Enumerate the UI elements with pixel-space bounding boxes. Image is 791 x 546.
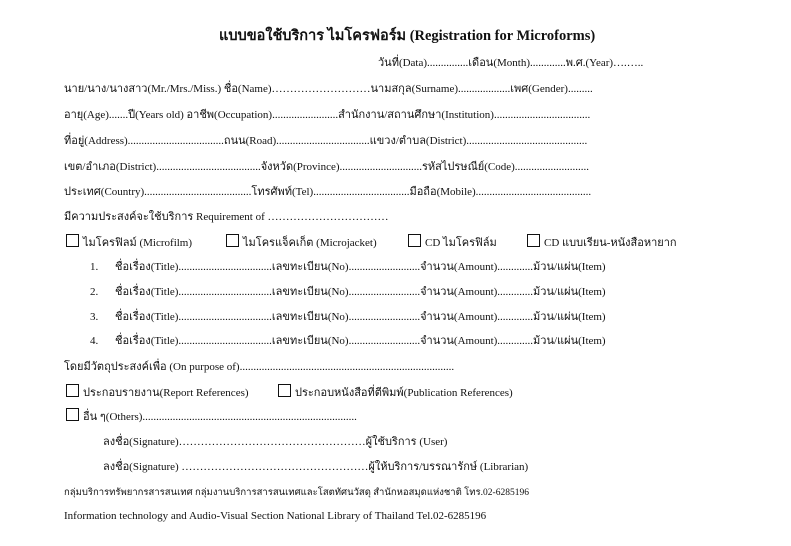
district-line: เขต/อำเภอ(District)......................................จังหวัด(Province)..............................รหัสไปรษณีย์(Code)...........................: [64, 161, 590, 173]
option-cd-textbook[interactable]: [527, 234, 677, 250]
option-label: CD ไมโครฟิล์ม: [425, 237, 497, 249]
checkbox[interactable]: [408, 234, 421, 247]
requirement-line: มีความประสงค์จะใช้บริการ Requirement of ……………………………: [64, 211, 389, 223]
item-row: ชื่อเรื่อง(Title)..................................เลขทะเบียน(No)..........................จำนวน(Amount).............ม้วน/แผ่น(Item): [115, 311, 606, 323]
option-others[interactable]: [66, 408, 357, 424]
option-microjacket[interactable]: [226, 234, 377, 250]
footer-english: Information technology and Audio-Visual Section National Library of Thailand Tel.02-6285196: [64, 510, 487, 522]
form-title: แบบขอใช้บริการ ไมโครฟอร์ม (Registration for Microforms): [219, 28, 596, 44]
option-label: ประกอบรายงาน(Report References): [83, 387, 249, 399]
checkbox[interactable]: [278, 384, 291, 397]
item-number: 3.: [90, 311, 99, 323]
country-line: ประเทศ(Country).......................................โทรศัพท์(Tel)...................................มือถือ(Mobile)..........................................: [64, 186, 592, 198]
checkbox[interactable]: [226, 234, 239, 247]
footer-thai: กลุ่มบริการทรัพยากรสารสนเทศ กลุ่มงานบริการสารสนเทศและโสตทัศนวัสดุ สำนักหอสมุดแห่งชาติ โทร.02-6285196: [64, 488, 529, 498]
option-label: ประกอบหนังสือที่ตีพิมพ์(Publication References): [295, 387, 513, 399]
option-label: อื่น ๆ(Others)..............................................................................: [83, 411, 357, 423]
address-line: ที่อยู่(Address)...................................ถนน(Road)..................................แขวง/ตำบล(District)............................................: [64, 135, 588, 147]
checkbox[interactable]: [527, 234, 540, 247]
name-line: นาย/นาง/นางสาว(Mr./Mrs./Miss.) ชื่อ(Name)………………………นามสกุล(Surname)...................เพศ(Gender).........: [64, 83, 593, 95]
checkbox[interactable]: [66, 234, 79, 247]
checkbox[interactable]: [66, 408, 79, 421]
option-label: CD แบบเรียน-หนังสือหายาก: [544, 237, 677, 249]
item-number: 4.: [90, 335, 99, 347]
signature-user-line: ลงชื่อ(Signature)……………………………………………ผู้ใช้บริการ (User): [103, 436, 448, 448]
item-number: 2.: [90, 286, 99, 298]
item-row: ชื่อเรื่อง(Title)..................................เลขทะเบียน(No)..........................จำนวน(Amount).............ม้วน/แผ่น(Item): [115, 261, 606, 273]
item-row: ชื่อเรื่อง(Title)..................................เลขทะเบียน(No)..........................จำนวน(Amount).............ม้วน/แผ่น(Item): [115, 286, 606, 298]
date-line: วันที่(Data)...............เดือน(Month).............พ.ศ.(Year)….…..: [378, 57, 644, 69]
option-label: ไมโครฟิลม์ (Microfilm): [83, 237, 193, 249]
option-cd-microfilm[interactable]: [408, 234, 497, 250]
purpose-line: โดยมีวัตถุประสงค์เพื่อ (On purpose of)..............................................................................: [64, 361, 455, 373]
option-microfilm[interactable]: [66, 234, 192, 250]
age-line: อายุ(Age).......ปี(Years old) อาชีพ(Occupation)........................สำนักงาน/สถานศึกษา(Institution)...................................: [64, 109, 591, 121]
checkbox[interactable]: [66, 384, 79, 397]
item-number: 1.: [90, 261, 99, 273]
option-label: ไมโครแจ็คเก็ต (Microjacket): [243, 237, 377, 249]
option-report-references[interactable]: [66, 384, 249, 400]
signature-librarian-line: ลงชื่อ(Signature) ……………………………………………ผู้ให้บริการ/บรรณารักษ์ (Librarian): [103, 461, 529, 473]
option-publication-references[interactable]: [278, 384, 513, 400]
item-row: ชื่อเรื่อง(Title)..................................เลขทะเบียน(No)..........................จำนวน(Amount).............ม้วน/แผ่น(Item): [115, 335, 606, 347]
